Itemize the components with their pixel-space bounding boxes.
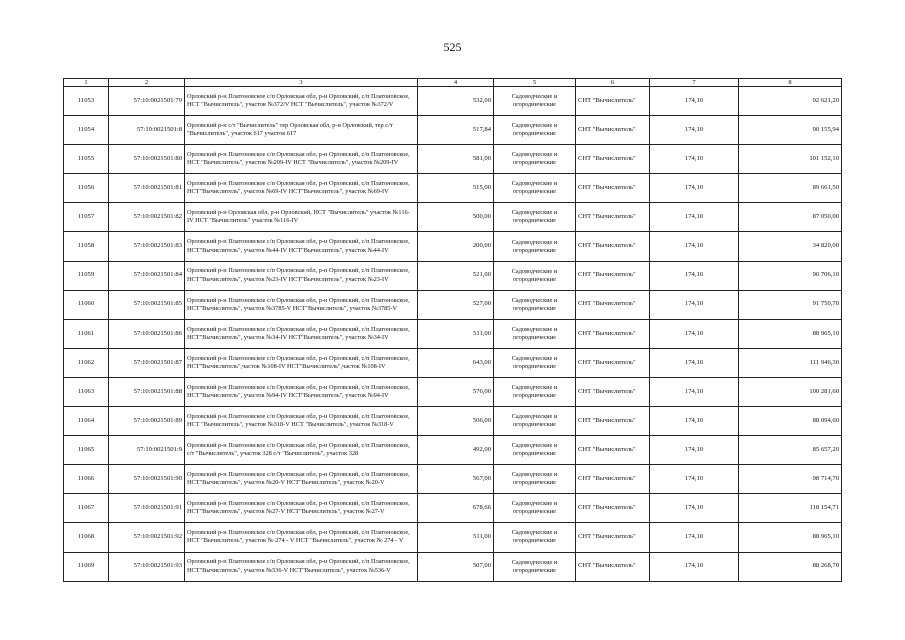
area-cell: 643,00: [418, 348, 494, 377]
specific-value-cell: 174,10: [650, 407, 739, 436]
column-header: 4: [418, 79, 494, 87]
area-cell: 581,00: [418, 145, 494, 174]
address-cell: Орловский р-н Платоновское с/п Орловская обл, р-н Орловский, с/п Платоновское, НСТ "Вычислитель", участок № 274 - V НСТ "Вычислитель", участок № 274 - V: [185, 523, 418, 552]
cadastral-value-cell: 88 094,60: [739, 407, 842, 436]
owner-cell: СНТ "Вычислитель": [576, 319, 650, 348]
address-cell: Орловский р-н с/т "Вычислитель" тер Орловская обл, р-н Орловский, тер с/т "Вычислитель", участок 617 участок 617: [185, 116, 418, 145]
owner-cell: СНТ "Вычислитель": [576, 232, 650, 261]
cadastral-value-cell: 118 154,71: [739, 494, 842, 523]
row-number-cell: 11068: [64, 523, 109, 552]
row-number-cell: 11066: [64, 465, 109, 494]
table-row: [64, 494, 842, 523]
owner-cell: СНТ "Вычислитель": [576, 348, 650, 377]
land-use-cell: Садоводческие и огороднические: [494, 436, 576, 465]
cadastral-value-cell: 34 820,00: [739, 232, 842, 261]
owner-cell: СНТ "Вычислитель": [576, 203, 650, 232]
cadastral-value-cell: 101 152,10: [739, 145, 842, 174]
table-row: [64, 552, 842, 581]
table-row: [64, 174, 842, 203]
table-row: [64, 465, 842, 494]
row-number-cell: 11054: [64, 116, 109, 145]
address-cell: Орловский р-н Платоновское с/п Орловская обл, р-н Орловский, с/п Платоновское, НСТ"Вычислитель", участок №23-IV НСТ"Вычислитель", участок №23-IV: [185, 261, 418, 290]
cadastral-number-cell: 57:10:0021501:93: [109, 552, 185, 581]
cadastral-value-cell: 91 750,70: [739, 290, 842, 319]
land-use-cell: Садоводческие и огороднические: [494, 290, 576, 319]
column-header: 5: [494, 79, 576, 87]
table-row: [64, 261, 842, 290]
cadastral-number-cell: 57:10:0021501:86: [109, 319, 185, 348]
row-number-cell: 11069: [64, 552, 109, 581]
address-cell: Орловский р-н Платоновское с/п Орловская обл, р-н Орловский, с/п Платоновское, НСТ"Вычислитель", участок №44-IV НСТ"Вычислитель", участок №44-IV: [185, 232, 418, 261]
address-cell: Орловский р-н Платоновское с/п Орловская обл, р-н Орловский, с/п Платоновское, НСТ "Вычислитель", участок №318-V НСТ "Вычислитель", участок №318-V: [185, 407, 418, 436]
address-cell: Орловский р-н Платоновское с/п Орловская обл, р-н Орловский, с/п Платоновское, НСТ"Вычислитель", участок №3785-V НСТ"Вычислитель", участок №3785-V: [185, 290, 418, 319]
owner-cell: СНТ "Вычислитель": [576, 552, 650, 581]
specific-value-cell: 174,10: [650, 523, 739, 552]
owner-cell: СНТ "Вычислитель": [576, 290, 650, 319]
table-row: [64, 407, 842, 436]
table-row: [64, 232, 842, 261]
area-cell: 515,00: [418, 174, 494, 203]
owner-cell: СНТ "Вычислитель": [576, 407, 650, 436]
address-cell: Орловский р-н Платоновское с/п Орловская обл, р-н Орловский, с/п Платоновское, НСТ"Вычислитель", участок №20-V НСТ"Вычислитель", участок №20-V: [185, 465, 418, 494]
address-cell: Орловский р-н Платоновское с/п Орловская обл, р-н Орловский, с/п Платоновское, НСТ"Вычислитель", участок №69-IV НСТ"Вычислитель", участок №69-IV: [185, 174, 418, 203]
column-header: 2: [109, 79, 185, 87]
cadastral-value-cell: 85 657,20: [739, 436, 842, 465]
specific-value-cell: 174,10: [650, 174, 739, 203]
cadastral-value-cell: 100 281,60: [739, 377, 842, 406]
address-cell: Орловский р-н Платоновское с/п Орловская обл, р-н Орловский, с/п Платоновское, с/т "Вычислитель", участок 328 с/т "Вычислитель", участок 328: [185, 436, 418, 465]
specific-value-cell: 174,10: [650, 348, 739, 377]
land-use-cell: Садоводческие и огороднические: [494, 319, 576, 348]
specific-value-cell: 174,10: [650, 145, 739, 174]
row-number-cell: 11058: [64, 232, 109, 261]
cadastral-number-cell: 57:10:0021501:85: [109, 290, 185, 319]
area-cell: 492,00: [418, 436, 494, 465]
table-row: [64, 116, 842, 145]
cadastral-value-cell: 98 714,70: [739, 465, 842, 494]
column-number-row: [64, 79, 842, 87]
specific-value-cell: 174,10: [650, 203, 739, 232]
owner-cell: СНТ "Вычислитель": [576, 436, 650, 465]
cadastral-value-table: [63, 78, 842, 582]
land-use-cell: Садоводческие и огороднические: [494, 145, 576, 174]
specific-value-cell: 174,10: [650, 436, 739, 465]
column-header: 1: [64, 79, 109, 87]
row-number-cell: 11065: [64, 436, 109, 465]
specific-value-cell: 174,10: [650, 261, 739, 290]
owner-cell: СНТ "Вычислитель": [576, 494, 650, 523]
address-cell: Орловский р-н Платоновское с/п Орловская обл, р-н Орловский, с/п Платоновское, НСТ"Вычислитель", участок №34-IV НСТ"Вычислитель", участок №34-IV: [185, 319, 418, 348]
land-use-cell: Садоводческие и огороднические: [494, 261, 576, 290]
cadastral-number-cell: 57:10:0021501:84: [109, 261, 185, 290]
area-cell: 507,00: [418, 552, 494, 581]
row-number-cell: 11067: [64, 494, 109, 523]
row-number-cell: 11063: [64, 377, 109, 406]
row-number-cell: 11060: [64, 290, 109, 319]
cadastral-number-cell: 57:10:0021501:82: [109, 203, 185, 232]
specific-value-cell: 174,10: [650, 465, 739, 494]
cadastral-value-cell: 90 706,10: [739, 261, 842, 290]
specific-value-cell: 174,10: [650, 552, 739, 581]
row-number-cell: 11053: [64, 87, 109, 116]
cadastral-number-cell: 57:10:0021501:79: [109, 87, 185, 116]
row-number-cell: 11064: [64, 407, 109, 436]
specific-value-cell: 174,10: [650, 116, 739, 145]
address-cell: Орловский р-н Платоновское с/п Орловская обл, р-н Орловский, с/п Платоновское, НСТ"Вычислитель",часток №108-IV НСТ"Вычислитель",часток №108-IV: [185, 348, 418, 377]
table-row: [64, 290, 842, 319]
page-number: 525: [443, 40, 462, 54]
address-cell: Орловский р-н Платоновское с/п Орловская обл, р-н Орловский, с/п Платоновское, НСТ "Вычислитель", участок №372/V НСТ "Вычислитель", участок №372/V: [185, 87, 418, 116]
owner-cell: СНТ "Вычислитель": [576, 87, 650, 116]
address-cell: Орловский р-н Платоновское с/п Орловская обл, р-н Орловский, с/п Платоновское, НСТ"Вычислитель", участок №536-V НСТ"Вычислитель", участок №536-V: [185, 552, 418, 581]
specific-value-cell: 174,10: [650, 377, 739, 406]
cadastral-value-cell: 88 965,10: [739, 523, 842, 552]
address-cell: Орловский р-н Орловская обл, р-н Орловский, НСТ "Вычислитель" участок №116-IV НСТ "Вычислитель" участок №116-IV: [185, 203, 418, 232]
address-cell: Орловский р-н Платоновское с/п Орловская обл, р-н Орловский, с/п Платоновское, НСТ"Вычислитель", участок №27-V НСТ"Вычислитель", участок №27-V: [185, 494, 418, 523]
specific-value-cell: 174,10: [650, 290, 739, 319]
area-cell: 576,00: [418, 377, 494, 406]
table-row: [64, 523, 842, 552]
cadastral-value-cell: 92 621,20: [739, 87, 842, 116]
cadastral-number-cell: 57:10:0021501:83: [109, 232, 185, 261]
row-number-cell: 11056: [64, 174, 109, 203]
cadastral-number-cell: 57:10:0021501:81: [109, 174, 185, 203]
column-header: 8: [739, 79, 842, 87]
row-number-cell: 11057: [64, 203, 109, 232]
land-use-cell: Садоводческие и огороднические: [494, 523, 576, 552]
area-cell: 511,00: [418, 319, 494, 348]
cadastral-number-cell: 57:10:0021501:8: [109, 116, 185, 145]
land-use-cell: Садоводческие и огороднические: [494, 203, 576, 232]
area-cell: 527,00: [418, 290, 494, 319]
cadastral-number-cell: 57:10:0021501:90: [109, 465, 185, 494]
owner-cell: СНТ "Вычислитель": [576, 377, 650, 406]
column-header: 3: [185, 79, 418, 87]
column-header: 6: [576, 79, 650, 87]
area-cell: 517,84: [418, 116, 494, 145]
owner-cell: СНТ "Вычислитель": [576, 116, 650, 145]
area-cell: 678,66: [418, 494, 494, 523]
cadastral-value-cell: 89 661,50: [739, 174, 842, 203]
row-number-cell: 11062: [64, 348, 109, 377]
cadastral-number-cell: 57:10:0021501:89: [109, 407, 185, 436]
land-use-cell: Садоводческие и огороднические: [494, 116, 576, 145]
column-header: 7: [650, 79, 739, 87]
land-use-cell: Садоводческие и огороднические: [494, 494, 576, 523]
cadastral-number-cell: 57:10:0021501:91: [109, 494, 185, 523]
address-cell: Орловский р-н Платоновское с/п Орловская обл, р-н Орловский, с/п Платоновское, НСТ "Вычислитель", участок №209-IV НСТ "Вычислитель", участок №209-IV: [185, 145, 418, 174]
land-use-cell: Садоводческие и огороднические: [494, 552, 576, 581]
table-row: [64, 348, 842, 377]
area-cell: 521,00: [418, 261, 494, 290]
table-row: [64, 203, 842, 232]
table-row: [64, 319, 842, 348]
row-number-cell: 11055: [64, 145, 109, 174]
land-use-cell: Садоводческие и огороднические: [494, 232, 576, 261]
address-cell: Орловский р-н Платоновское с/п Орловская обл, р-н Орловский, с/п Платоновское, НСТ"Вычислитель", участок №94-IV НСТ"Вычислитель", участок №94-IV: [185, 377, 418, 406]
cadastral-value-cell: 90 155,94: [739, 116, 842, 145]
cadastral-number-cell: 57:10:0021501:87: [109, 348, 185, 377]
area-cell: 567,00: [418, 465, 494, 494]
cadastral-value-cell: 87 050,00: [739, 203, 842, 232]
owner-cell: СНТ "Вычислитель": [576, 145, 650, 174]
cadastral-number-cell: 57:10:0021501:88: [109, 377, 185, 406]
table-row: [64, 145, 842, 174]
cadastral-number-cell: 57:10:0021501:92: [109, 523, 185, 552]
specific-value-cell: 174,10: [650, 232, 739, 261]
land-use-cell: Садоводческие и огороднические: [494, 174, 576, 203]
owner-cell: СНТ "Вычислитель": [576, 261, 650, 290]
area-cell: 200,00: [418, 232, 494, 261]
owner-cell: СНТ "Вычислитель": [576, 523, 650, 552]
area-cell: 506,00: [418, 407, 494, 436]
land-use-cell: Садоводческие и огороднические: [494, 377, 576, 406]
cadastral-number-cell: 57:10:0021501:80: [109, 145, 185, 174]
specific-value-cell: 174,10: [650, 494, 739, 523]
owner-cell: СНТ "Вычислитель": [576, 174, 650, 203]
specific-value-cell: 174,10: [650, 87, 739, 116]
land-use-cell: Садоводческие и огороднические: [494, 348, 576, 377]
land-use-cell: Садоводческие и огороднические: [494, 87, 576, 116]
table-row: [64, 377, 842, 406]
cadastral-number-cell: 57:10:0021501:9: [109, 436, 185, 465]
land-use-cell: Садоводческие и огороднические: [494, 407, 576, 436]
cadastral-value-cell: 88 965,10: [739, 319, 842, 348]
row-number-cell: 11059: [64, 261, 109, 290]
cadastral-value-cell: 111 946,30: [739, 348, 842, 377]
table-row: [64, 436, 842, 465]
owner-cell: СНТ "Вычислитель": [576, 465, 650, 494]
area-cell: 500,00: [418, 203, 494, 232]
area-cell: 532,00: [418, 87, 494, 116]
row-number-cell: 11061: [64, 319, 109, 348]
table-row: [64, 87, 842, 116]
specific-value-cell: 174,10: [650, 319, 739, 348]
area-cell: 511,00: [418, 523, 494, 552]
land-use-cell: Садоводческие и огороднические: [494, 465, 576, 494]
cadastral-value-cell: 88 268,70: [739, 552, 842, 581]
